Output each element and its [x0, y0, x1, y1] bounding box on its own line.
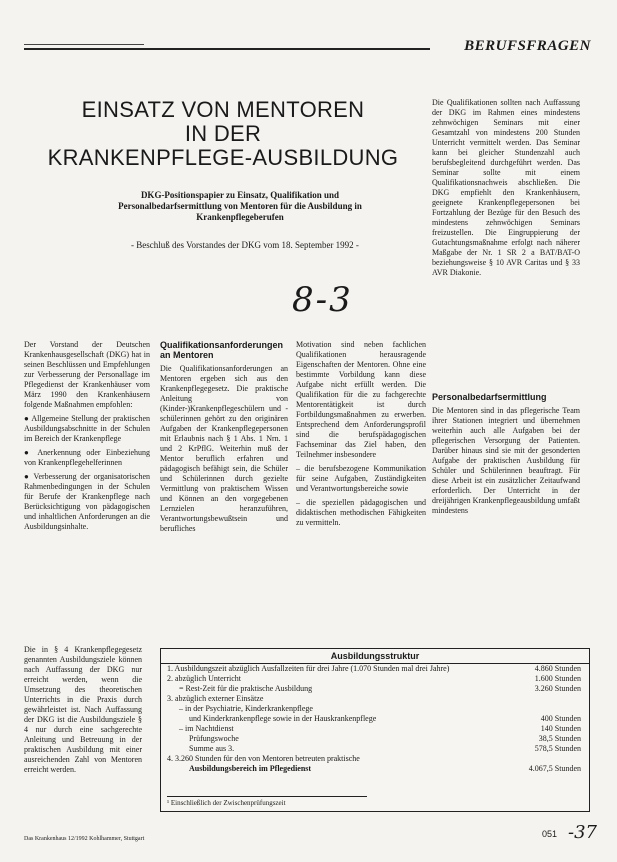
column-1	[24, 340, 150, 536]
table-row	[161, 684, 589, 694]
table-row-label: 4. 3.260 Stunden für den von Mentoren betreuten praktische	[167, 754, 360, 763]
table-row-value: 400 Stunden	[540, 714, 581, 723]
table-row-label: = Rest-Zeit für die praktische Ausbildung	[179, 684, 313, 693]
table-row-value	[495, 694, 581, 704]
footer-source: Das Krankenhaus 12/1992 Kohlhammer, Stuttgart	[24, 836, 145, 842]
table-row-label: 3. abzüglich externer Einsätze	[167, 694, 264, 703]
paragraph: Die Mentoren sind in das pflegerische Team ihrer Stationen integriert und übernehmen weiterhin auch alle Aufgaben bei der pflegerischen Versorgung der Patienten. Darüber hinaus sind sie mit der gesonderten Aufgabe der praktischen Ausbildung für Schüler und Schülerinnen beauftragt. Für diese Arbeit ist ein zusätzlicher Zeitaufwand erforderlich. Der Unterricht in der dreijährigen Krankenpflegeausbildung umfaßt mindestens	[432, 406, 580, 515]
table-row	[161, 734, 589, 744]
section-heading: BERUFSFRAGEN	[464, 38, 591, 54]
table-row-label: 1. Ausbildungszeit abzüglich Ausfallzeiten für drei Jahre (1.070 Stunden mal drei Jahre)	[167, 664, 450, 673]
table-row	[161, 664, 589, 674]
article-subtitle: DKG-Positionspapier zu Einsatz, Qualifikation und Personalbedarfsermittlung von Mentoren für die Ausbildung in Krankenpflegeberufen	[118, 190, 362, 222]
paragraph: Die in § 4 Krankenpflegegesetz genannten Ausbildungsziele können nach Auffassung der DKG nur erreicht werden, wenn die Umsetzung des theoretischen Unterrichts in die Praxis durch gewährleistet ist. Nach Auffassung der DKG ist die Ausbildungsziele § 4 nur durch eine sachgerechte Anleitung und Betreuung in der praktischen Ausbildung mit einer ausreichenden Zahl von Mentoren erreicht werden.	[24, 645, 142, 774]
table-row-label: Ausbildungsbereich im Pflegedienst	[189, 764, 312, 773]
table-row	[161, 704, 589, 714]
paragraph: Motivation sind neben fachlichen Qualifikationen herausragende Eigenschaften der Mentoren. Ohne eine bestimmte Vorbildung kann diese Aufgabe nicht erfüllt werden. Die Qualifikation für die zu fachgerechte Mentorentätigkeit ist durch Fortbildungsmaßnahmen zu erwerben. Entsprechend dem Anforderungsprofil sind die berufspädagogischen Fachseminar das Ziel haben, den Teilnehmer insbesondere	[296, 340, 426, 459]
table-footnote: ¹ Einschließlich der Zwischenprüfungszeit	[167, 796, 367, 807]
section-heading-qualifikation: Qualifikationsanforderungen an Mentoren	[160, 340, 284, 360]
article-title	[38, 98, 408, 170]
column-4	[432, 392, 580, 520]
top-rule-thin	[24, 44, 144, 45]
table-row	[161, 714, 589, 724]
table-row	[161, 694, 589, 704]
resolution-note: - Beschluß des Vorstandes der DKG vom 18. September 1992 -	[131, 240, 359, 250]
paragraph: Die Qualifikationen sollten nach Auffassung der DKG im Rahmen eines mindestens zehnwöchigen Seminars mit einer Gesamtzahl von mindestens 200 Stunden Unterricht vermittelt werden. Das Seminar kann bei gleicher Stundenzahl auch berufsbegleitend durchgeführt werden. Das Seminar sollte mit einem Qualifikationsnachweis abschließen. Die DKG empfiehlt den Krankenhäusern, geeignete Krankenpflegepersonen bei Fortzahlung der Bezüge für den Besuch des mindestens zehnwöchigen Seminars freizustellen. Die Eingruppierung der Gutachtungsmaßnahme erfolgt nach näherer Maßgabe der Nr. 1 SR 2 a BAT/BAT-O beziehungsweise § 10 AVR Caritas und § 33 AVR Diakonie.	[432, 98, 580, 277]
table-row-label: und Kinderkrankenpflege sowie in der Hauskrankenpflege	[189, 714, 377, 723]
table-row-value: 4.067,5 Stunden	[528, 764, 581, 773]
table-row-value: 578,5 Stunden	[534, 744, 581, 753]
table-row-value	[495, 754, 581, 764]
intro-paragraph: Der Vorstand der Deutschen Krankenhausgesellschaft (DKG) hat in seinen Beschlüssen und Empfehlungen zur Verbesserung der Personallage im Pflegedienst der Krankenhäuser vom März 1990 den Krankenhäusern folgende Maßnahmen empfohlen:	[24, 340, 150, 409]
right-column-top	[432, 98, 580, 282]
table-row-label: – im Nachtdienst	[179, 724, 234, 733]
bullet-item: ● Anerkennung oder Einbeziehung von Krankenpflegehelferinnen	[24, 448, 150, 467]
table-row-value: 38,5 Stunden	[538, 734, 581, 743]
table-row	[161, 744, 589, 754]
table-row-label: Prüfungswoche	[189, 734, 239, 743]
bullet-item: – die berufsbezogene Kommunikation für seine Aufgaben, Zuständigkeiten und Verantwortungsbereiche sowie	[296, 464, 426, 493]
structure-table	[160, 648, 590, 812]
table-row-value: 4.860 Stunden	[534, 664, 581, 673]
column-3	[296, 340, 426, 532]
table-body	[161, 664, 589, 774]
table-row-label: Summe aus 3.	[189, 744, 235, 753]
column-lower-left	[24, 645, 142, 779]
table-title: Ausbildungsstruktur	[161, 649, 589, 664]
table-row-value	[495, 704, 581, 714]
table-row	[161, 764, 589, 774]
section-heading-personalbedarf: Personalbedarfsermittlung	[432, 392, 547, 402]
title-line-2: IN DER	[184, 121, 262, 146]
bullet-item: ● Allgemeine Stellung der praktischen Ausbildungsabschnitte in der Schulen im Bereich der Krankenpflege	[24, 414, 151, 443]
title-line-1: EINSATZ VON MENTOREN	[81, 97, 365, 122]
table-row-value: 3.260 Stunden	[534, 684, 581, 693]
bullet-item: – die speziellen pädagogischen und didaktischen methodischen Fähigkeiten zu vermitteln.	[296, 498, 427, 527]
table-row	[161, 674, 589, 684]
handwritten-annotation: 8-3	[292, 280, 353, 320]
bullet-item: ● Verbesserung der organisatorischen Rahmenbedingungen in der Schulen für Berufe der Krankenpflege nach Berücksichtigung von pädagogischen und inhaltlichen Anforderungen an die Ausbildungsinhalte.	[24, 472, 150, 531]
table-row	[161, 754, 589, 764]
column-2	[160, 340, 288, 538]
table-row-value: 1.600 Stunden	[534, 674, 581, 683]
title-line-3: KRANKENPFLEGE-AUSBILDUNG	[47, 145, 399, 170]
table-row-label: 2. abzüglich Unterricht	[167, 674, 241, 683]
table-row-value: 140 Stunden	[540, 724, 581, 733]
top-rule	[24, 48, 430, 50]
table-row-label: – in der Psychiatrie, Kinderkrankenpflege	[179, 704, 313, 713]
handwritten-page-note: -37	[568, 822, 597, 843]
paragraph: Die Qualifikationsanforderungen an Mentoren ergeben sich aus den Krankenpflegegesetz. Die praktische Anleitung von (Kinder-)Krankenpflegeschülern und -schülerinnen gehört zu den originären Aufgaben der Krankenpflegepersonen mit Erlaubnis nach § 1 Abs. 1 Nrn. 1 und 2 KrPflG. Weiterhin muß der Mentor beruflich erfahren und pädagogisch befähigt sein, die Schüler und Schülerinnen durch gezielte Vermittlung von praktischem Wissen und Können an den vorgegebenen Lernzielen heranzuführen, Verantwortungsbewußtsein und berufliches	[160, 364, 288, 533]
table-row	[161, 724, 589, 734]
page-number: 051	[542, 829, 558, 839]
